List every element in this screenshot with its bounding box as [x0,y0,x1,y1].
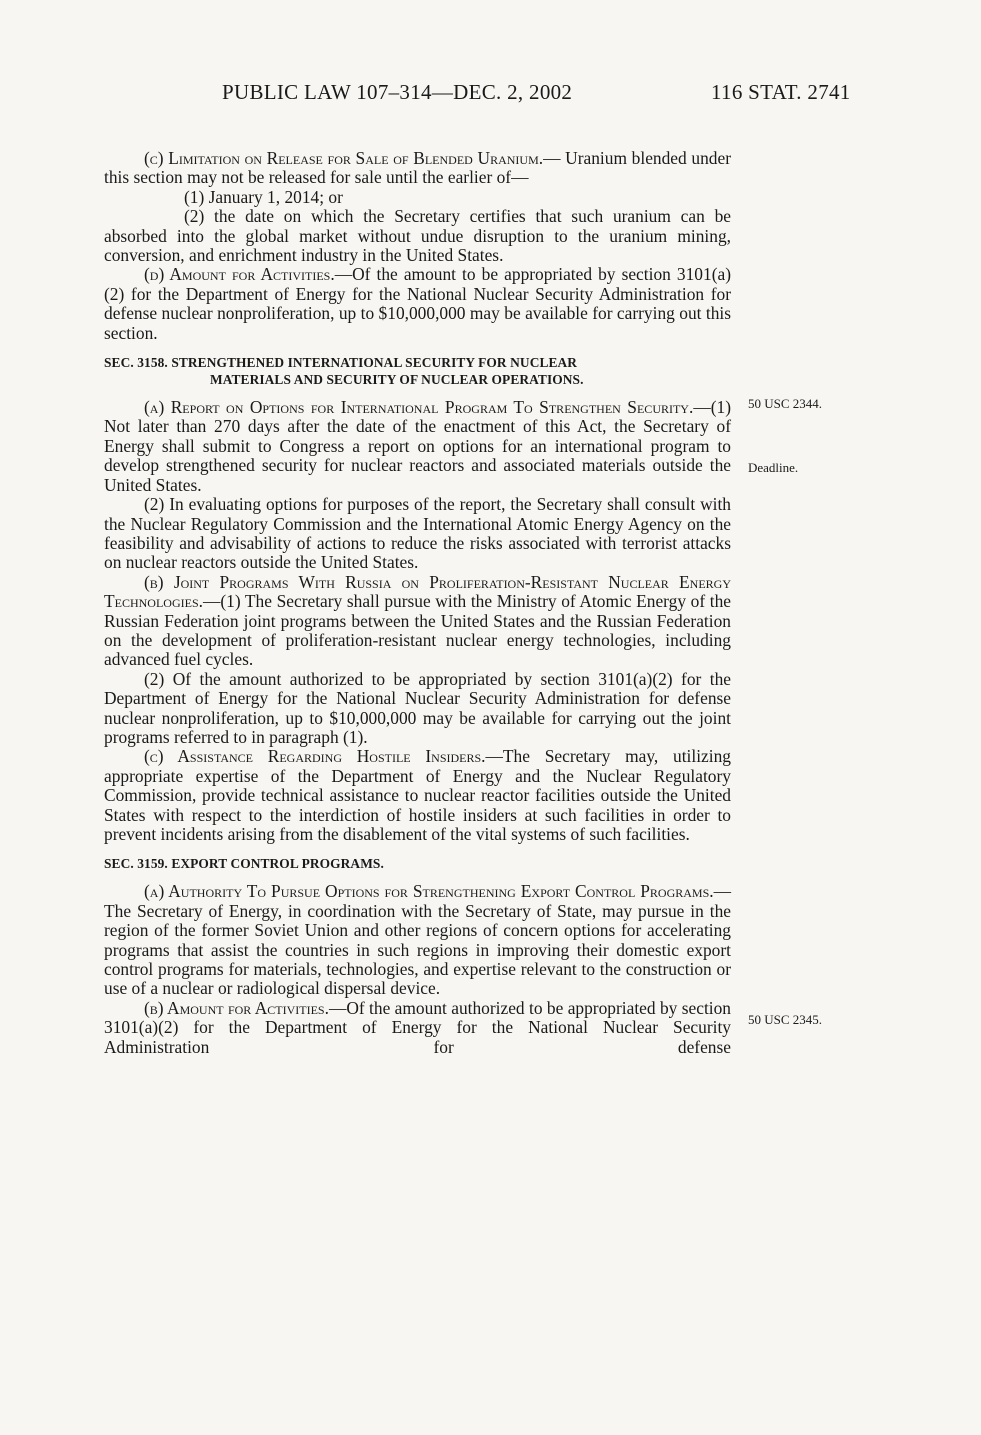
text-a-report-1: —(1) Not later than 270 days after the date of the enactment of this Act, the Secretary of Energy shall submit to Congress a report on options for an international program to develop strengthened security for nuclear reactors and associated materials outside the United States. [104,397,731,495]
paragraph-c-assistance [104,747,731,844]
section-3158-line2: MATERIALS AND SECURITY OF NUCLEAR OPERATIONS. [210,372,584,388]
heading-d-amount: (d) Amount for Activities. [144,264,335,285]
paragraph-b-amount [104,999,731,1057]
paragraph-a-report-2: (2) In evaluating options for purposes of the report, the Secretary shall consult with the Nuclear Regulatory Commission and the International Atomic Energy Agency on the feasibility and advisability of actions to reduce the risks associated with terrorist attacks on nuclear reactors outside the United States. [104,494,731,573]
heading-c-limitation: (c) Limitation on Release for Sale of Blended Uranium.— [144,148,561,168]
section-heading-3159: SEC. 3159. EXPORT CONTROL PROGRAMS. [104,856,384,872]
text-a-export: —The Secretary of Energy, in coordination with the Secretary of State, may pursue in the region of the former Soviet Union and other regions of concern options for accelerating programs that assist the countries in such regions in improving their domestic export control programs for materials, technologies, and expertise relevant to the construction or use of a nuclear or radiological dispersal device. [104,881,731,999]
item-c-2: (2) the date on which the Secretary certifies that such uranium can be absorbed into the global market without undue disruption to the uranium mining, conversion, and enrichment industry in the United States. [104,206,731,266]
document-body [104,149,731,1057]
heading-a-report: (a) Report on Options for International Program To Strengthen Security. [144,397,694,418]
item-c-1: (1) January 1, 2014; or [184,186,343,207]
paragraph-b-joint [104,573,731,670]
margin-note-deadline: Deadline. [748,460,799,475]
paragraph-b-joint-2: (2) Of the amount authorized to be appropriated by section 3101(a)(2) for the Department of Energy for the National Nuclear Security Administration for defense nuclear nonproliferation, up to $10,000,000 may be available for carrying out the joint programs referred to in paragraph (1). [104,668,731,747]
text-c-assistance: —The Secretary may, utilizing appropriate expertise of the Department of Energy and the Nuclear Regulatory Commission, provide technical assistance to nuclear reactor facilities outside the United States with respect to the interdiction of hostile insiders at such facilities in order to prevent incidents arising from the disablement of the vital systems of such facilities. [104,746,731,844]
heading-a-export: (a) Authority To Pursue Options for Strengthening Export Control Programs. [144,881,714,902]
header-title: PUBLIC LAW 107–314—DEC. 2, 2002 [222,80,573,104]
heading-b-joint: (b) Joint Programs With Russia on Proliferation-Resistant Nuclear Energy Technologies. [104,571,731,612]
text-b-joint-1: —(1) The Secretary shall pursue with the Ministry of Atomic Energy of the Russian Federation joint programs between the United States and the Russian Federation on the development of proliferation-resistant nuclear energy technologies, including advanced fuel cycles. [104,591,731,670]
heading-c-assistance: (c) Assistance Regarding Hostile Insiders. [144,746,486,767]
paragraph-d-amount [104,265,731,343]
text-d-amount: —Of the amount to be appropriated by section 3101(a)(2) for the Department of Energy for the National Nuclear Security Administration for defense nuclear nonproliferation, up to $10,000,000 may be available for carrying out this section. [104,264,731,343]
text-b-amount: —Of the amount authorized to be appropriated by section 3101(a)(2) for the Department of Energy for the National Nuclear Security Administration for defense [104,997,731,1057]
paragraph-a-report [104,398,731,495]
header-stat-page: 116 STAT. 2741 [711,80,851,104]
paragraph-a-export [104,882,731,998]
heading-b-amount: (b) Amount for Activities. [144,997,329,1018]
paragraph-c-limitation [104,149,731,188]
margin-note-usc-2344: 50 USC 2344. [748,396,823,411]
section-heading-3158 [104,354,731,388]
text-c-limitation: Uranium blended under this section may not be released for sale until the earlier of— [104,148,731,188]
section-3158-line1: SEC. 3158. STRENGTHENED INTERNATIONAL SECURITY FOR NUCLEAR [104,355,578,371]
page-header [0,80,981,110]
margin-note-usc-2345: 50 USC 2345. [748,1012,823,1027]
